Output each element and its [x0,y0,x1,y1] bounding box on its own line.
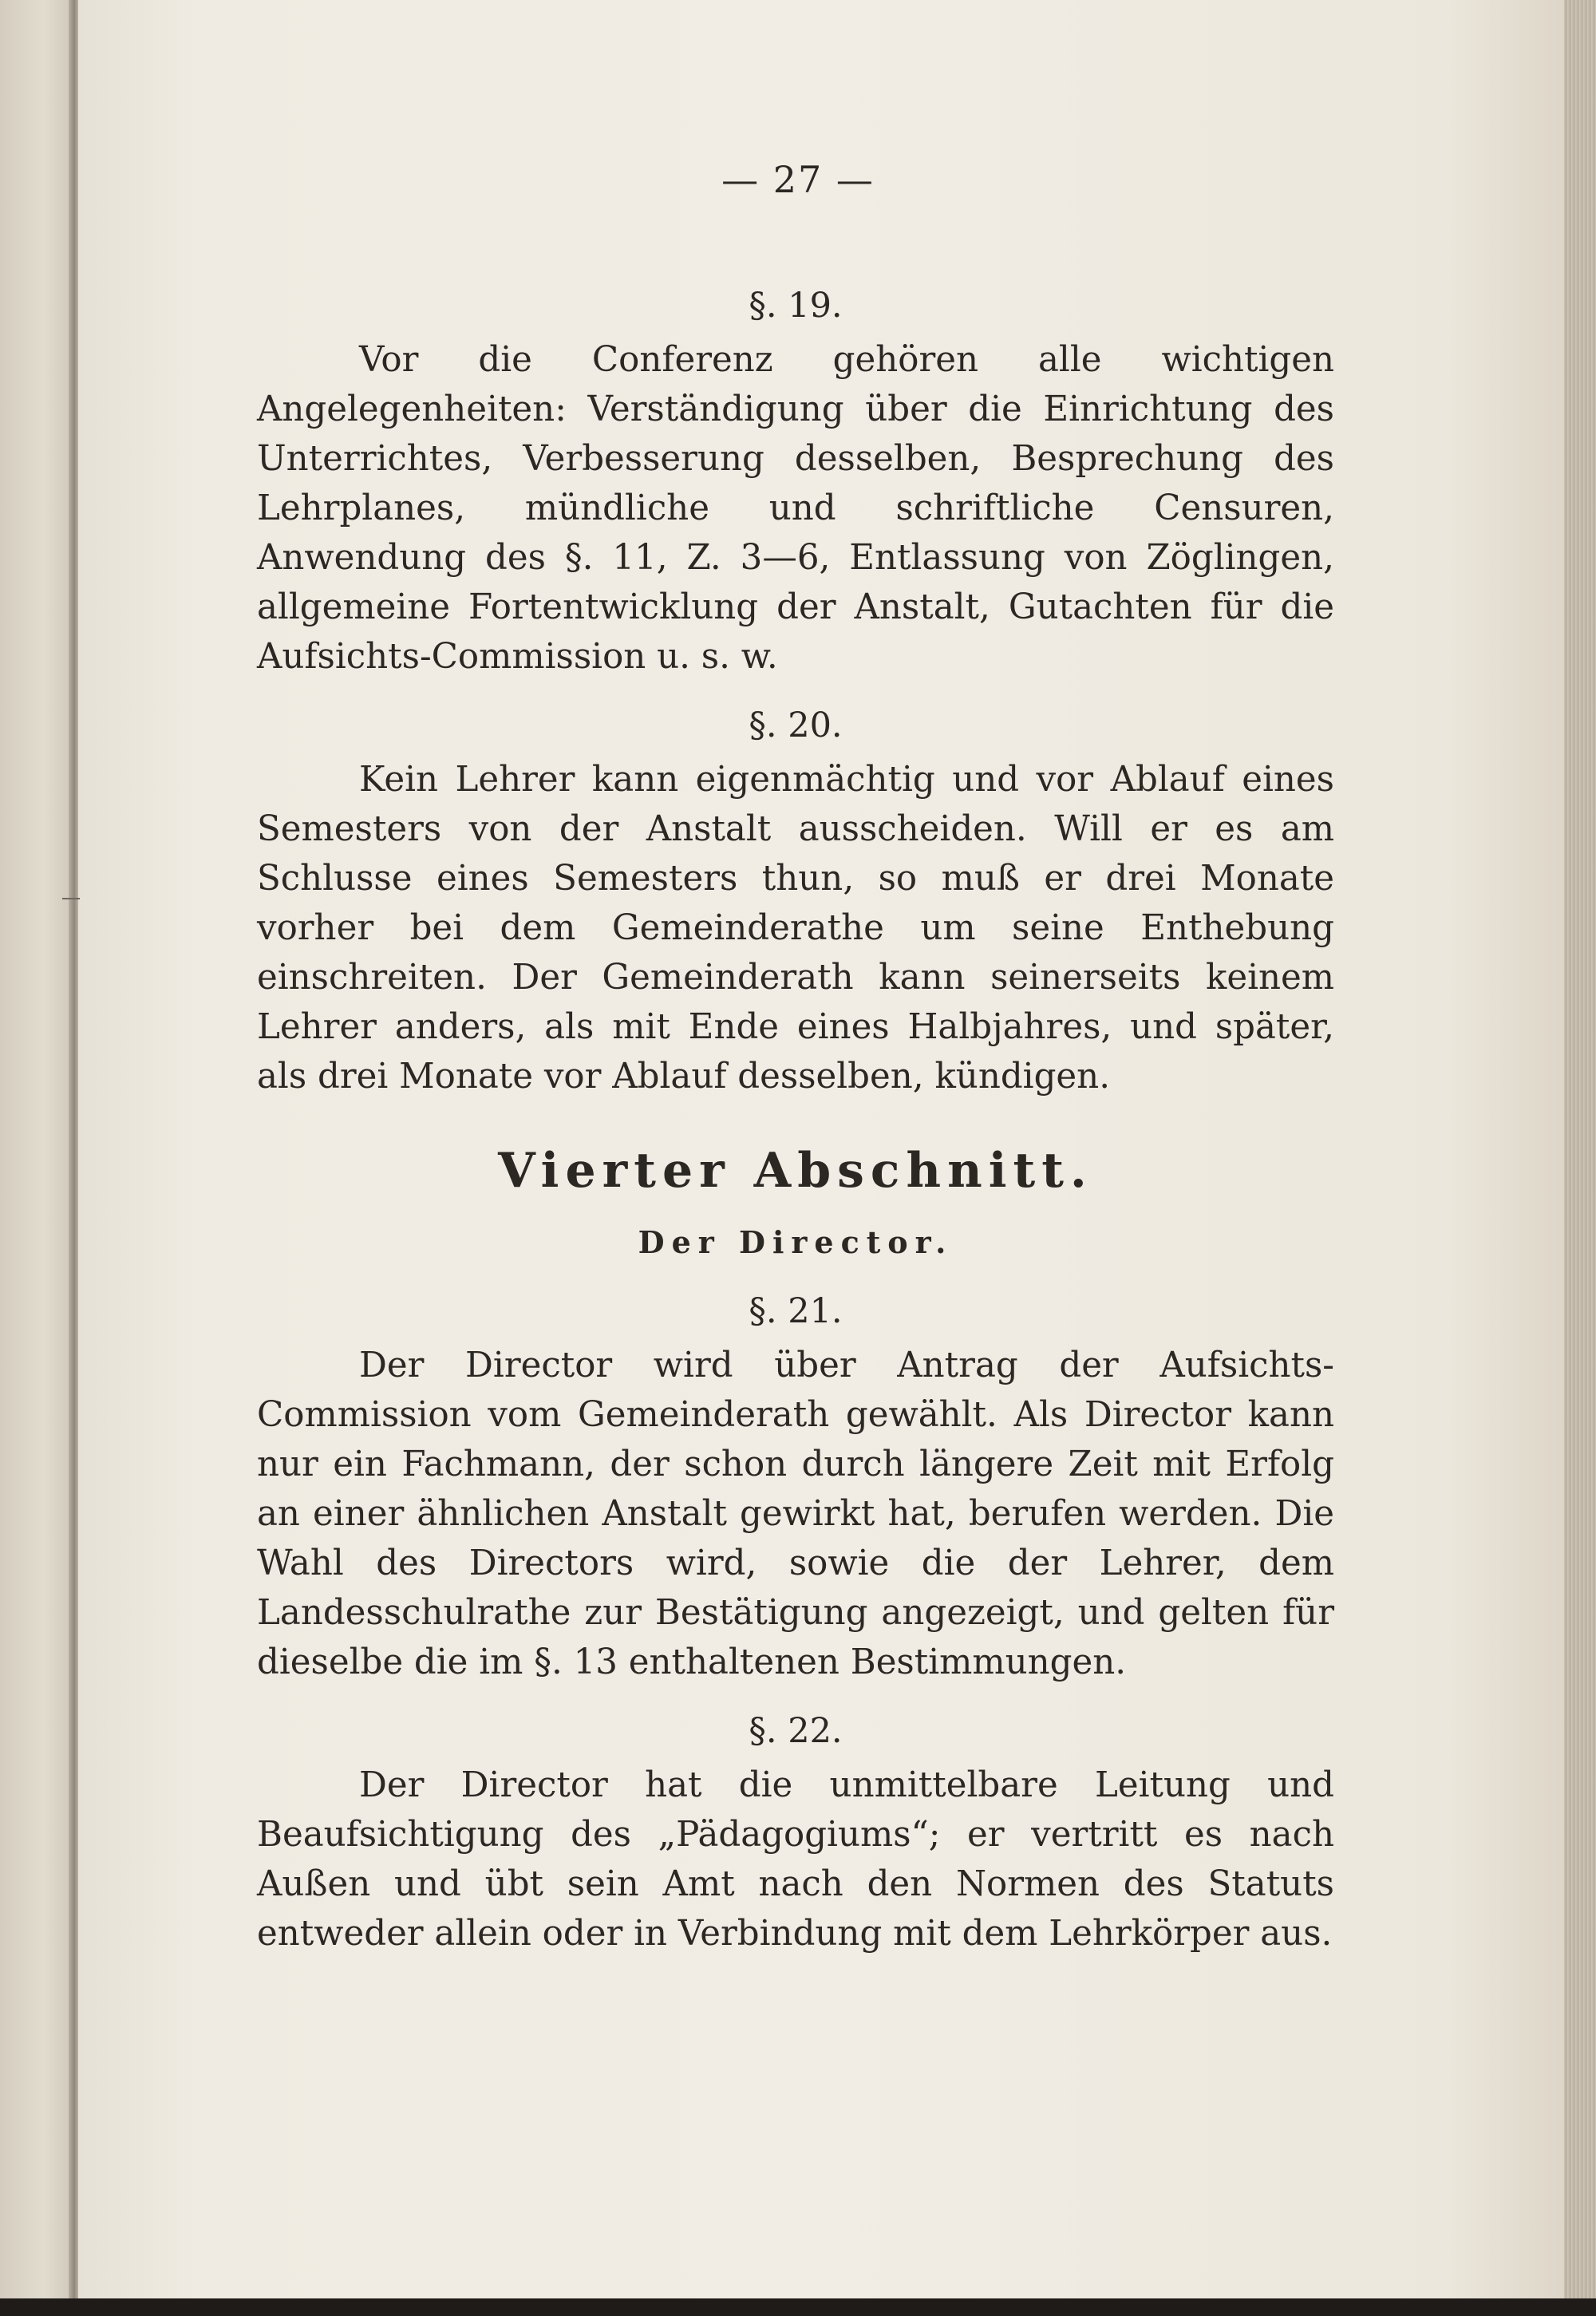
page-content [257,281,1334,1978]
page-number: — 27 — [721,158,875,201]
section-paragraph: Vor die Conferenz gehören alle wichtigen Angelegenheiten: Verständigung über die Einrichtung des Unterrichtes, Verbesserung desselben, Besprechung des Lehrplanes, mündliche und schriftliche Censuren, Anwendung des §. 11, Z. 3—6, Entlassung von Zöglingen, allgemeine Fortentwicklung der Anstalt, Gutachten für die Aufsichts-Commission u. s. w. [257,340,1334,677]
section-19 [257,281,1334,682]
section-heading: §. 22. [749,1711,843,1751]
page-mark [62,898,80,899]
section-heading: §. 20. [749,705,843,745]
chapter-title: Vierter Abschnitt. [498,1143,1093,1199]
section-paragraph: Der Director hat die unmittelbare Leitung und Beaufsichtigung des „Pädagogiums“; er vertritt es nach Außen und übt sein Amt nach den Normen des Statuts entweder allein oder in Verbindung mit dem Lehrkörper aus. [257,1765,1334,1954]
chapter-subtitle: Der Director. [638,1224,954,1260]
section-paragraph: Kein Lehrer kann eigenmächtig und vor Ablauf eines Semesters von der Anstalt ausscheiden. Will er es am Schlusse eines Semesters thun, so muß er drei Monate vorher bei dem Gemeinderathe um seine Enthebung einschreiten. Der Gemeinderath kann seinerseits keinem Lehrer anders, als mit Ende eines Halbjahres, und später, als drei Monate vor Ablauf desselben, kündigen. [257,760,1334,1097]
scan-bottom-border [0,2298,1596,2316]
section-22 [257,1706,1334,1958]
section-paragraph: Der Director wird über Antrag der Aufsichts-Commission vom Gemeinderath gewählt. Als Director kann nur ein Fachmann, der schon durch längere Zeit mit Erfolg an einer ähnlichen Anstalt gewirkt hat, berufen werden. Die Wahl des Directors wird, sowie die der Lehrer, dem Landesschulrathe zur Bestätigung angezeigt, und gelten für dieselbe die im §. 13 enthaltenen Bestimmungen. [257,1346,1334,1682]
section-heading: §. 21. [749,1291,843,1331]
page-fore-edge [1564,0,1596,2298]
section-20 [257,701,1334,1101]
left-page-edge [0,0,73,2298]
section-heading: §. 19. [749,286,843,326]
section-21 [257,1286,1334,1687]
